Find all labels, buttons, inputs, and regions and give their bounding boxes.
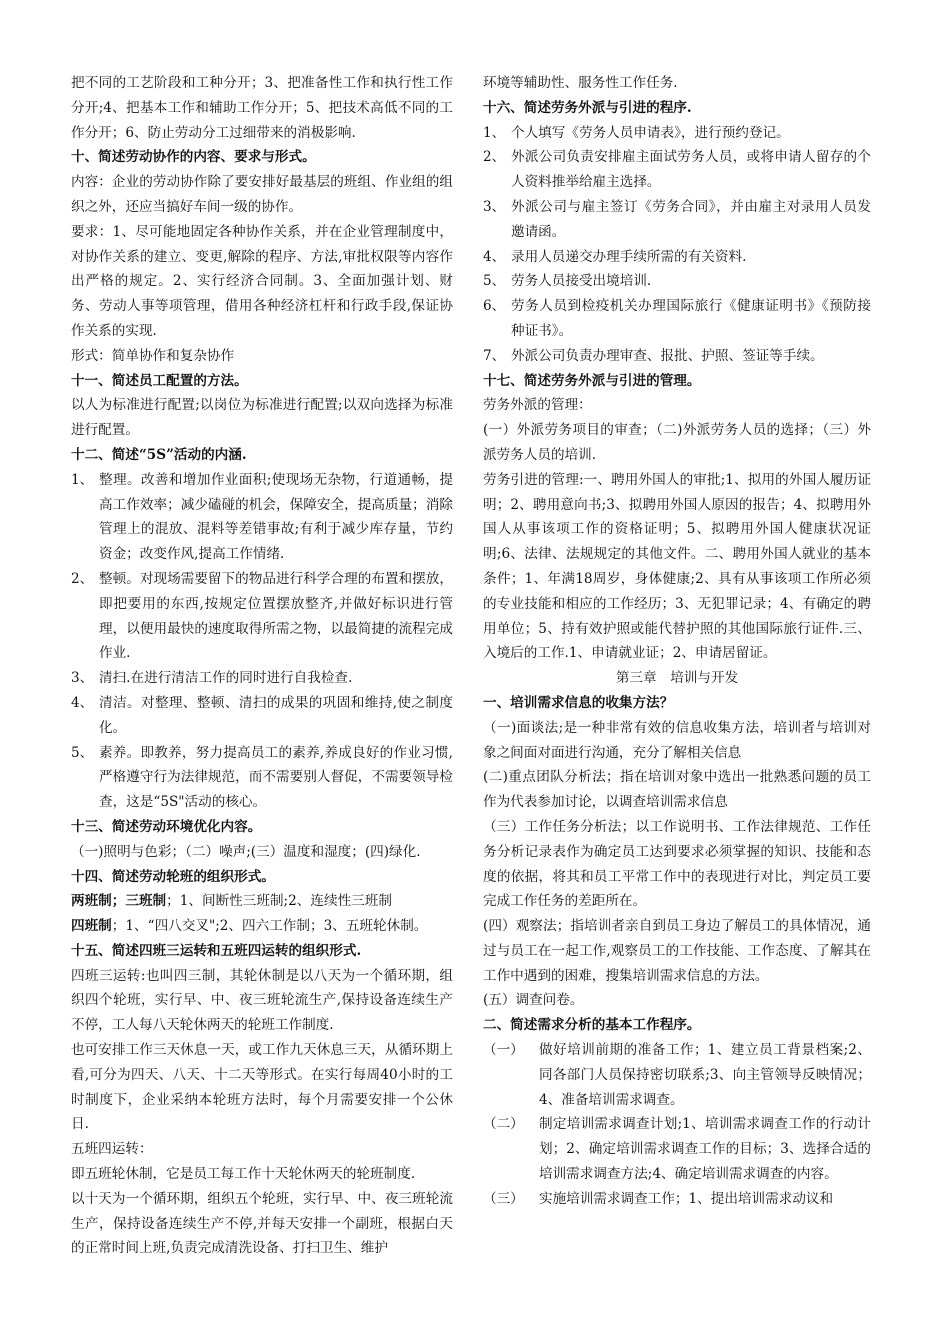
section-14-line-1-rest: ；1、间断性三班制;2、连续性三班制 xyxy=(166,893,392,910)
section-14-line-2 xyxy=(71,914,453,939)
section-11-body: 以人为标准进行配置;以岗位为标准进行配置;以双向选择为标准进行配置。 xyxy=(71,397,453,439)
list-item-text: 素养。即教养，努力提高员工的素养,养成良好的作业习惯,严格遵守行为法律规范，而不需要别人督促，不需要领导检查，这是“5S"活动的核心。 xyxy=(99,744,453,811)
section-17-heading: 十七、简述劳务外派与引进的管理。 xyxy=(483,372,701,389)
list-item xyxy=(71,468,453,567)
section-14-heading: 十四、简述劳动轮班的组织形式。 xyxy=(71,868,275,885)
list-item-text: 整顿。对现场需要留下的物品进行科学合理的布置和摆放，即把要用的东西,按规定位置摆放整齐,并做好标识进行管理，以便用最快的速度取得所需之物，以最简捷的流程完成作业. xyxy=(99,570,453,662)
list-item-number: （一） xyxy=(483,1042,524,1059)
section-13-heading: 十三、简述劳动环境优化内容。 xyxy=(71,818,262,835)
section-15-heading: 十五、简述四班三运转和五班四运转的组织形式. xyxy=(71,942,362,959)
list-item-number: （三） xyxy=(483,1190,524,1207)
list-item xyxy=(483,121,871,146)
list-item-text: 制定培训需求调查计划;1、培训需求调查工作的行动计划；2、确定培训需求调查工作的目标；3、选择合适的培训需求调查方法;4、确定培训需求调查的内容。 xyxy=(539,1116,871,1183)
left-column xyxy=(71,71,453,1261)
list-item-number: 4、 xyxy=(71,694,94,711)
list-item-text: 清洁。对整理、整顿、清扫的成果的巩固和维持,使之制度化。 xyxy=(99,694,453,736)
chapter-section-1-paragraph: (四）观察法；指培训者亲自到员工身边了解员工的具体情况，通过与员工在一起工作,观察员工的工作技能、工作态度、了解其在工作中遇到的困难，搜集培训需求信息的方法。 xyxy=(483,918,871,984)
chapter-section-2-heading: 二、简述需求分析的基本工作程序。 xyxy=(483,1017,701,1034)
section-10-heading: 十、简述劳动协作的内容、要求与形式。 xyxy=(71,149,316,166)
section-12-heading: 十二、简述“5S”活动的内涵. xyxy=(71,446,247,463)
list-item-number: 2、 xyxy=(483,149,506,166)
continued-paragraph: 环境等辅助性、服务性工作任务. xyxy=(483,75,678,91)
section-15-paragraph: 即五班轮休制，它是员工每工作十天轮休两天的轮班制度. xyxy=(71,1166,416,1183)
list-item-text: 个人填写《劳务人员申请表》，进行预约登记。 xyxy=(511,124,790,141)
list-item xyxy=(483,1038,871,1112)
list-item-number: 3、 xyxy=(483,198,506,215)
section-17-paragraph: 劳务引进的管理:一、聘用外国人的审批;1、拟用的外国人履历证明；2、聘用意向书;3、拟聘用外国人原因的报告；4、拟聘用外国人从事该项工作的资格证明；5、拟聘用外国人健康状况证明;6、法律、法规规定的其他文件。二、聘用外国人就业的基本条件；1、年满18周岁，身体健康;2、具有从事该项工作所必须的专业技能和相应的工作经历；3、无犯罪记录；4、有确定的聘用单位；5、持有效护照或能代替护照的其他国际旅行证件.三、入境后的工作.1、申请就业证；2、申请居留证。 xyxy=(483,471,871,662)
list-item-number: 5、 xyxy=(483,273,506,290)
list-item-text: 外派公司与雇主签订《劳务合同》，并由雇主对录用人员发邀请函。 xyxy=(511,198,871,240)
list-item-number: （二） xyxy=(483,1116,524,1133)
list-item-text: 做好培训前期的准备工作；1、建立员工背景档案;2、同各部门人员保持密切联系;3、向主管领导反映情况；4、准备培训需求调查。 xyxy=(539,1042,871,1108)
section-15-paragraph: 五班四运转： xyxy=(71,1141,153,1158)
section-17-paragraph: 劳务外派的管理： xyxy=(483,397,592,414)
list-item-number: 3、 xyxy=(71,670,94,687)
section-14-line-1 xyxy=(71,889,453,914)
list-item xyxy=(483,245,871,270)
list-item-text: 清扫.在进行清洁工作的同时进行自我检查. xyxy=(99,670,353,687)
list-item xyxy=(483,145,871,195)
section-14-line-1-bold: 两班制；三班制 xyxy=(71,893,167,910)
chapter-title: 第三章 培训与开发 xyxy=(615,670,739,687)
right-column xyxy=(483,71,871,1212)
list-item xyxy=(483,294,871,344)
section-17-paragraph: (一）外派劳务项目的审查；（二)外派劳务人员的选择；（三）外派劳务人员的培训. xyxy=(483,422,871,463)
section-15-paragraph: 以十天为一个循环期，组织五个轮班，实行早、中、夜三班轮流生产，保持设备连续生产不停,并每天安排一个副班，根据白天的正常时间上班,负责完成清洗设备、打扫卫生、维护 xyxy=(71,1190,453,1257)
list-item-text: 外派公司负责安排雇主面试劳务人员，或将申请人留存的个人资料推举给雇主选择。 xyxy=(511,149,871,191)
intro-paragraph: 把不同的工艺阶段和工种分开；3、把准备性工作和执行性工作分开;4、把基本工作和辅助工作分开；5、把技术高低不同的工作分开；6、防止劳动分工过细带来的消极影响. xyxy=(71,75,453,141)
list-item-text: 外派公司负责办理审查、报批、护照、签证等手续。 xyxy=(511,347,824,364)
list-item-number: 1、 xyxy=(483,124,506,141)
list-item-text: 劳务人员到检疫机关办理国际旅行《健康证明书》《预防接种证书》。 xyxy=(511,298,871,339)
section-15-paragraph: 也可安排工作三天休息一天，或工作九天休息三天，从循环期上看,可分为四天、八天、十二天等形式。在实行每周40小时的工时制度下，企业采纳本轮班方法时，每个月需要安排一个公休日. xyxy=(71,1042,453,1133)
list-item-number: 6、 xyxy=(483,298,506,315)
list-item-number: 5、 xyxy=(71,744,94,761)
section-15-paragraph: 四班三运转:也叫四三制，其轮休制是以八天为一个循环期，组织四个轮班，实行早、中、夜三班轮流生产,保持设备连续生产不停，工人每八天轮休两天的轮班工作制度. xyxy=(71,967,453,1034)
section-10-form: 形式：简单协作和复杂协作 xyxy=(71,347,235,364)
list-item-text: 整理。改善和增加作业面积;使现场无杂物，行道通畅，提高工作效率；减少磕碰的机会，保障安全，提高质量；消除管理上的混放、混料等差错事故;有利于减少库存量，节约资金；改变作风,提高工作情绪. xyxy=(99,471,453,563)
list-item xyxy=(71,741,453,815)
chapter-section-1-heading: 一、培训需求信息的收集方法？ xyxy=(483,694,674,711)
list-item-number: 1、 xyxy=(71,471,94,488)
list-item xyxy=(71,691,453,741)
list-item xyxy=(483,344,871,369)
list-item-text: 劳务人员接受出境培训. xyxy=(511,273,652,290)
section-14-line-2-bold: 四班制 xyxy=(71,918,112,935)
chapter-section-1-paragraph: (二)重点团队分析法；指在培训对象中选出一批熟悉问题的员工作为代表参加讨论，以调查培训需求信息 xyxy=(483,769,871,811)
list-item xyxy=(483,195,871,245)
chapter-section-1-paragraph: (五）调查问卷。 xyxy=(483,992,584,1009)
section-16-heading: 十六、简述劳务外派与引进的程序. xyxy=(483,99,692,116)
list-item-number: 2、 xyxy=(71,570,94,587)
chapter-section-1-paragraph: （一)面谈法;是一种非常有效的信息收集方法，培训者与培训对象之间面对面进行沟通，充分了解相关信息 xyxy=(483,719,871,761)
list-item-number: 7、 xyxy=(483,347,506,364)
chapter-section-1-paragraph: （三）工作任务分析法；以工作说明书、工作法律规范、工作任务分析记录表作为确定员工达到要求必须掌握的知识、技能和态度的依据，将其和员工平常工作中的表现进行对比，判定员工要完成工作任务的差距所在。 xyxy=(483,818,871,910)
list-item xyxy=(71,666,453,691)
section-13-body: （一)照明与色彩；（二）噪声;(三）温度和湿度；(四)绿化. xyxy=(71,843,421,860)
section-11-heading: 十一、简述员工配置的方法。 xyxy=(71,372,248,389)
list-item-text: 实施培训需求调查工作；1、提出培训需求动议和 xyxy=(539,1190,834,1207)
section-10-requirement: 要求：1、尽可能地固定各种协作关系，并在企业管理制度中，对协作关系的建立、变更,解除的程序、方法,审批权限等内容作出严格的规定。2、实行经济合同制。3、全面加强计划、财务、劳动人事等项管理，借用各种经济杠杆和行政手段,保证协作关系的实现. xyxy=(71,223,453,339)
list-item-text: 录用人员递交办理手续所需的有关资料. xyxy=(511,248,747,265)
list-item xyxy=(71,567,453,666)
section-10-content: 内容：企业的劳动协作除了要安排好最基层的班组、作业组的组织之外，还应当搞好车间一级的协作。 xyxy=(71,174,453,215)
section-14-line-2-rest: ；1、“四八交叉";2、四六工作制；3、五班轮休制。 xyxy=(111,918,428,935)
list-item xyxy=(483,1112,871,1186)
list-item-number: 4、 xyxy=(483,248,506,265)
list-item xyxy=(483,269,871,294)
list-item xyxy=(483,1187,871,1212)
